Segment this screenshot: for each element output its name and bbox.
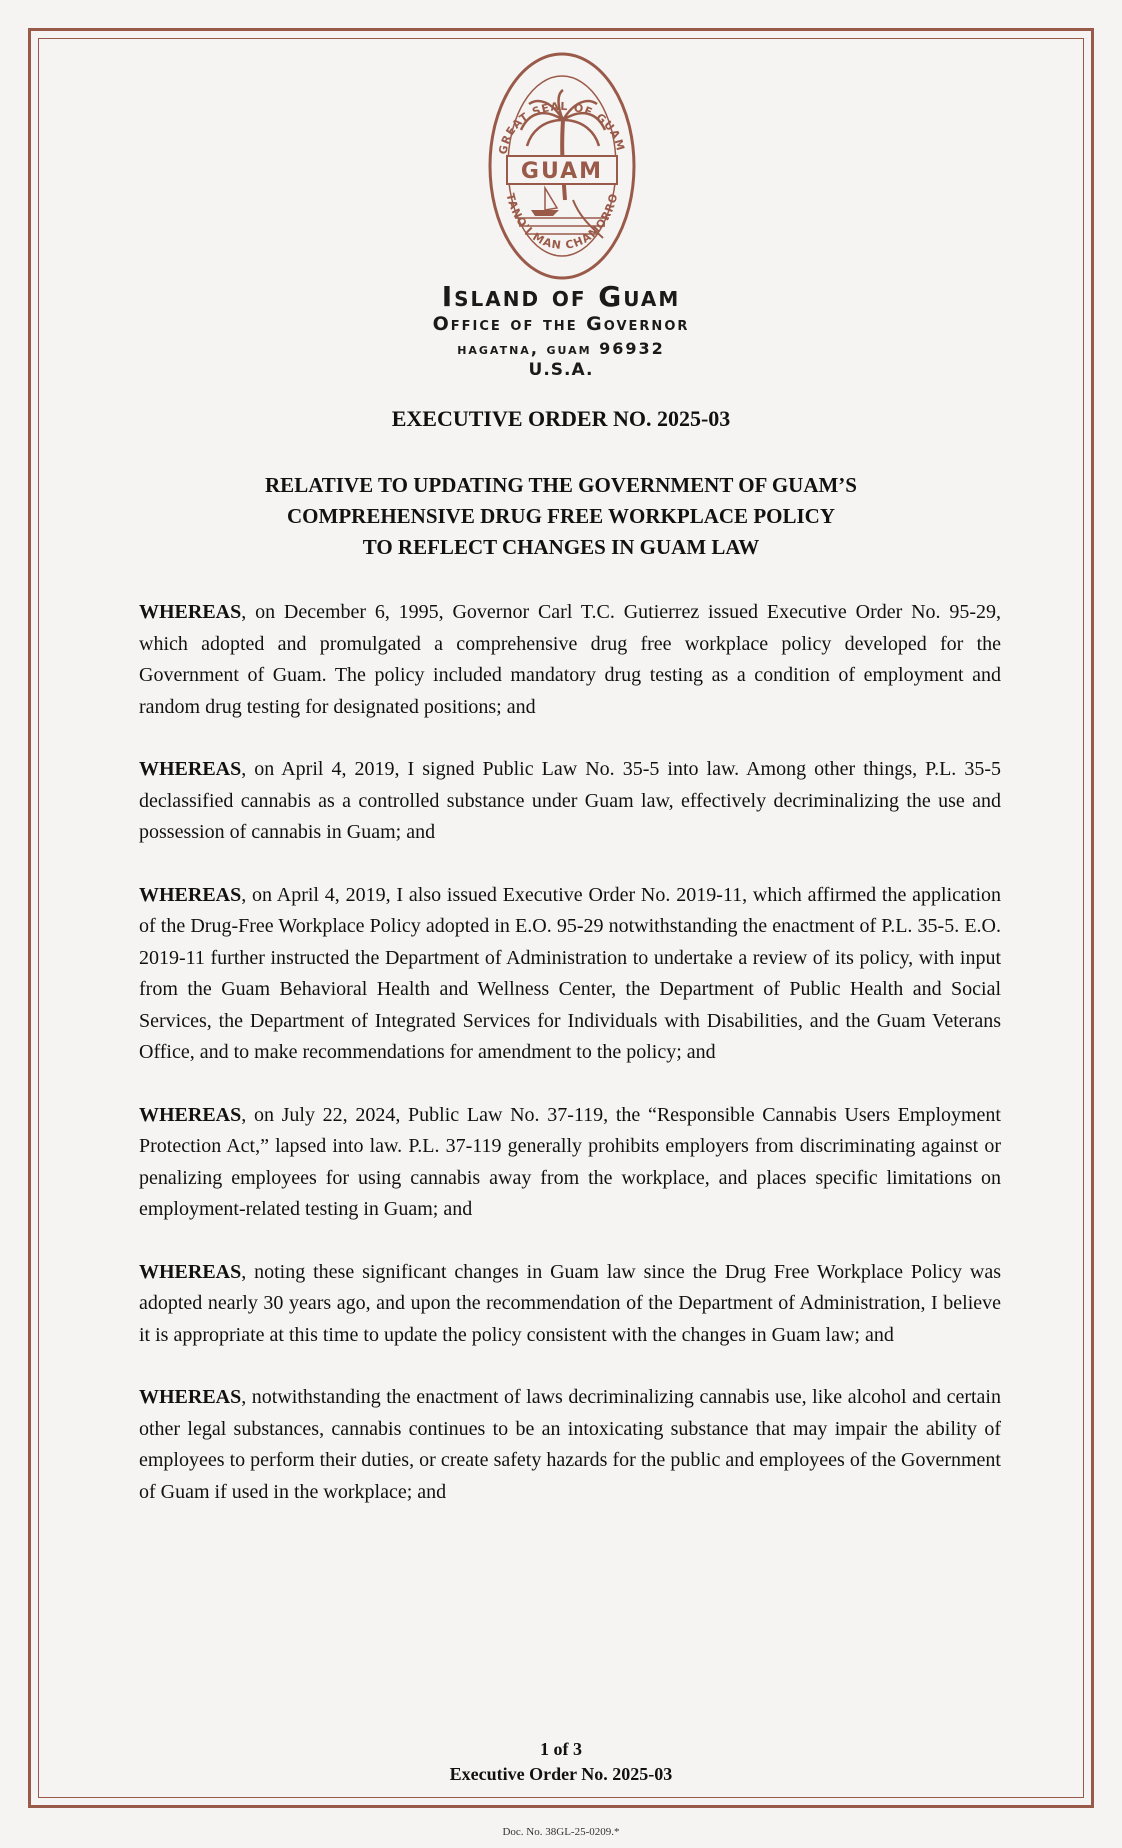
header-address: hagatna, guam 96932 bbox=[457, 339, 665, 358]
order-title bbox=[0, 470, 1122, 563]
svg-text:TANO'I MAN CHAMORRO bbox=[504, 191, 621, 252]
whereas-text: , on April 4, 2019, I signed Public Law No. 35-5 into law. Among other things, P.L. 35-5 declassified cannabis as a controlled substance under Guam law, effectively decriminalizing the use and possession of cannabis in Guam; and bbox=[139, 758, 1001, 843]
seal-bottom-text: TANO'I MAN CHAMORRO bbox=[503, 191, 621, 252]
whereas-text: , on December 6, 1995, Governor Carl T.C. Gutierrez issued Executive Order No. 95-29, which adopted and promulgated a comprehensive drug free workplace policy developed for the Government of Guam. The policy included mandatory drug testing as a condition of employment and random drug testing for designated positions; and bbox=[139, 601, 1001, 718]
document-number: Doc. No. 38GL-25-0209.* bbox=[502, 1826, 620, 1838]
whereas-text: , on July 22, 2024, Public Law No. 37-119, the “Responsible Cannabis Users Employment Protection Act,” lapsed into law. P.L. 37-119 generally prohibits employers from discriminating against or penalizing employees for using cannabis away from the workplace, and places specific limitations on employment-related testing in Guam; and bbox=[139, 1103, 1001, 1220]
whereas-paragraph bbox=[139, 597, 1001, 723]
whereas-lead: WHEREAS bbox=[139, 1386, 242, 1408]
order-title-line: TO REFLECT CHANGES IN GUAM LAW bbox=[362, 535, 760, 559]
header-island: Island of Guam bbox=[441, 280, 681, 313]
whereas-lead: WHEREAS bbox=[139, 1103, 242, 1126]
whereas-text: , on April 4, 2019, I also issued Executive Order No. 2019-11, which affirmed the application of the Drug-Free Workplace Policy adopted in E.O. 95-29 notwithstanding the enactment of P.L. 35-5. E.O. 2019-11 further instructed the Department of Administration to undertake a review of its policy, with input from the Guam Behavioral Health and Wellness Center, the Department of Public Health and Social Services, the Department of Integrated Services for Individuals with Disabilities, and the Guam Veterans Office, and to make recommendations for amendment to the policy; and bbox=[139, 883, 1001, 1063]
footer-order-number: Executive Order No. 2025-03 bbox=[449, 1764, 673, 1784]
whereas-paragraph bbox=[139, 880, 1001, 1069]
header-country: U.S.A. bbox=[528, 360, 594, 380]
whereas-paragraph bbox=[139, 1100, 1001, 1226]
executive-order-number: EXECUTIVE ORDER NO. 2025-03 bbox=[391, 406, 731, 431]
whereas-text: , notwithstanding the enactment of laws decriminalizing cannabis use, like alcohol and certain other legal substances, cannabis continues to be an intoxicating substance that may impair the ability of employees to perform their duties, or create safety hazards for the public and employees of the Government of Guam if used in the workplace; and bbox=[139, 1386, 1001, 1503]
order-body bbox=[139, 597, 1001, 1539]
seal-top-text: GREAT SEAL OF GUAM bbox=[496, 99, 628, 156]
whereas-lead: WHEREAS bbox=[139, 1260, 242, 1283]
whereas-paragraph bbox=[139, 1382, 1001, 1508]
header-office: Office of the Governor bbox=[432, 313, 690, 335]
whereas-paragraph bbox=[139, 754, 1001, 849]
guam-seal-emblem bbox=[485, 50, 639, 282]
seal-name-text: GUAM bbox=[520, 159, 604, 184]
whereas-lead: WHEREAS bbox=[139, 601, 242, 623]
whereas-lead: WHEREAS bbox=[139, 758, 242, 780]
whereas-lead: WHEREAS bbox=[139, 883, 242, 906]
order-title-line: RELATIVE TO UPDATING THE GOVERNMENT OF GUAM’S bbox=[265, 473, 857, 497]
footer-page-number: 1 of 3 bbox=[540, 1739, 582, 1759]
whereas-text: , noting these significant changes in Guam law since the Drug Free Workplace Policy was adopted nearly 30 years ago, and upon the recommendation of the Department of Administration, I believe it is appropriate at this time to update the policy consistent with the changes in Guam law; and bbox=[139, 1260, 1001, 1346]
order-title-line: COMPREHENSIVE DRUG FREE WORKPLACE POLICY bbox=[287, 504, 835, 528]
whereas-paragraph bbox=[139, 1257, 1001, 1352]
